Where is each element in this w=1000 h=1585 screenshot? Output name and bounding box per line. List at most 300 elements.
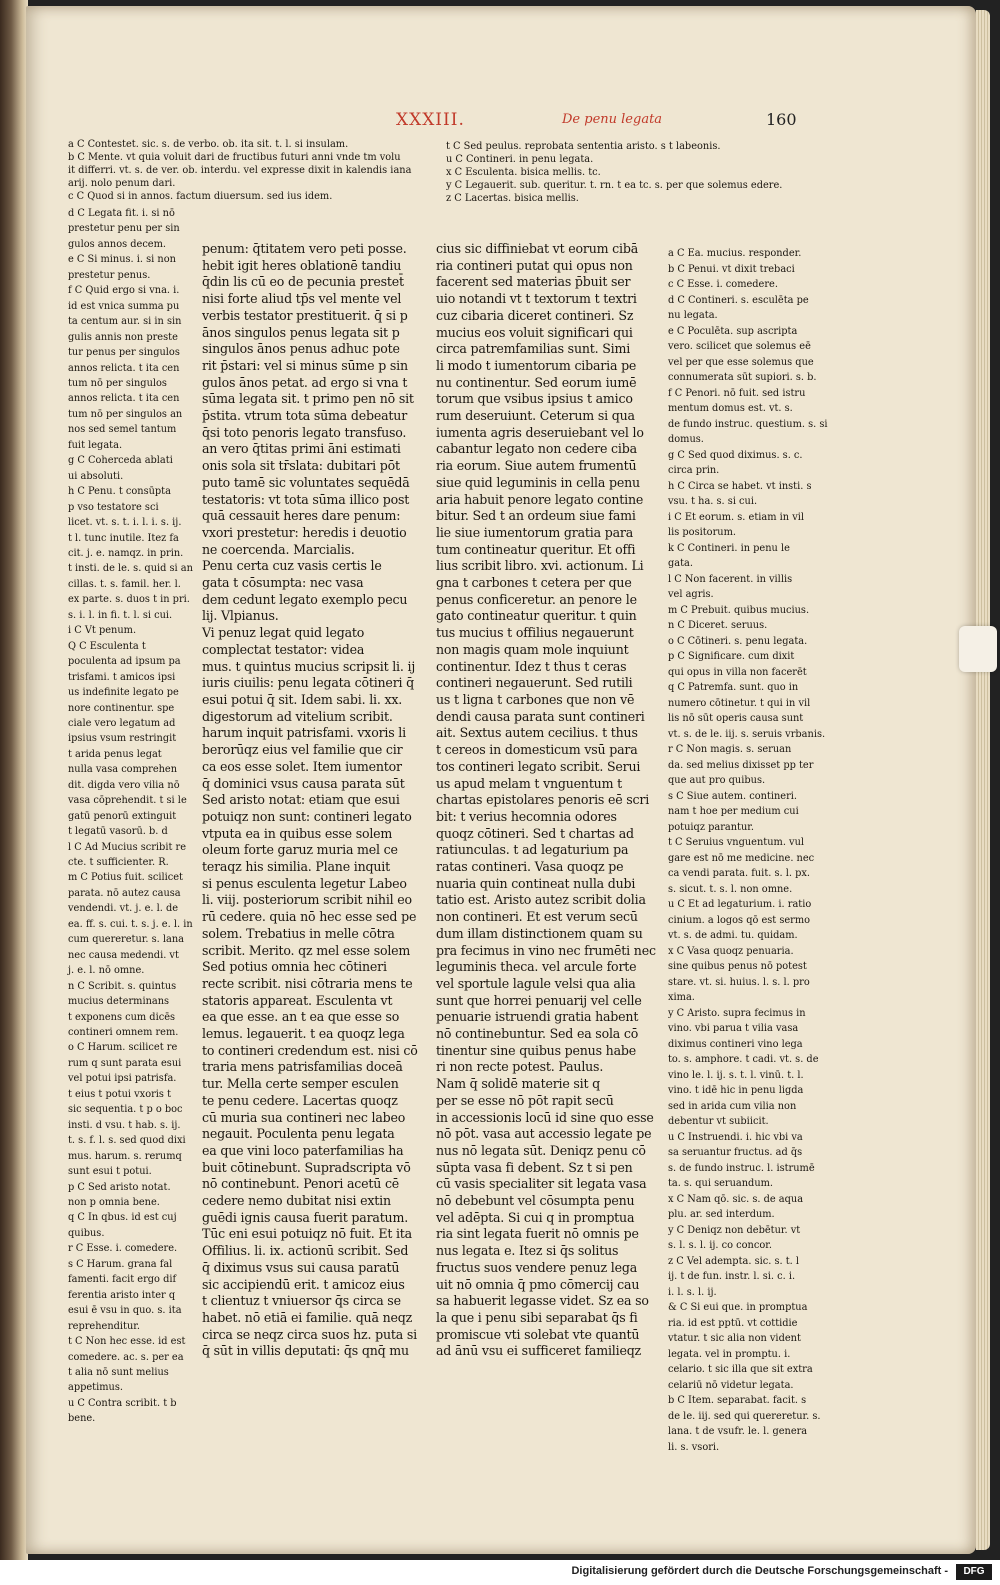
text-line: aria habuit penore legato contine [436,491,644,507]
gloss-line: nu legata. [668,310,718,321]
gloss-line: q C Patremfa. sunt. quo in [668,682,799,693]
text-line: q̄si toto penoris legato transfuso. [202,424,407,440]
text-line: habet. nō etiā ei familie. quā neqz [202,1310,413,1325]
gloss-line: li. s. vsori. [668,1441,720,1453]
text-line: us t ligna t carbones que non vē [436,691,635,707]
text-line: uit nō omnia q̄ pmo cōmercij cau [436,1276,640,1292]
text-line: verbis testator prestituerit. q̄ si p [202,307,408,323]
gloss-line: annos relicta. t ita cen [68,393,180,405]
text-line: gato contineatur queritur. t quin [436,608,637,624]
text-line: q̄ diximus vsus sui causa paratū [202,1259,400,1275]
text-line: nō continebuntur. Sed ea sola cō [436,1026,639,1042]
text-line: p̄stita. vtrum tota sūma debeatur [202,408,408,424]
gloss-line: sa seruantur fructus. ad q̄s [668,1147,803,1158]
text-line: guēdi ignis causa fuerit paratum. [202,1209,409,1225]
gloss-line: connumerata sūt supiori. s. b. [668,372,817,383]
text-line: Sed potius omnia hec cōtineri [202,959,387,975]
gloss-line: e C Poculēta. sup ascripta [668,325,798,337]
text-line: nō debebunt vel cōsumpta penu [436,1193,635,1209]
footer-credit: Digitalisierung gefördert durch die Deutsche Forschungsgemeinschaft - [571,1565,948,1577]
text-line: us apud melam t vnguentum t [436,775,623,791]
text-line: circa patremfamilias sunt. Simi [436,341,631,357]
gloss-line: vel agris. [668,589,714,600]
gloss-line: legata. vel in promptu. i. [668,1348,791,1360]
text-line: facerent sed materias p̄buit ser [436,274,631,290]
text-line: penuarie istruendi gratia habent [436,1009,639,1025]
gloss-line: gata. [668,558,694,569]
text-line: an vero q̄titas primi āni estimati [202,441,401,457]
gloss-line: vt. s. de le. iij. s. seruis vrbanis. [668,728,826,740]
gloss-line: trisfami. t amicos ipsi [68,671,176,683]
top-gloss-left [68,138,428,203]
text-line: q̄ dominici vsus causa parata sūt [202,775,405,791]
gloss-line: e C Si minus. i. si non [68,254,176,266]
text-line: to contineri credendum est. nisi cō [202,1042,418,1058]
text-line: berorūqz eius vel familie que cir [202,742,403,758]
text-line: torum que vsibus ipsius t amico [436,391,633,407]
text-line: gna t carbones t cetera per que [436,575,632,591]
text-line: sūma legata sit. t primo pen nō sit [202,391,414,407]
running-title: De penu legata [562,112,663,127]
text-line: ratas contineri. Vasa quoqz pe [436,859,624,875]
text-line: bitur. Sed t an ordeum siue fami [436,508,636,524]
text-line: vel sportule lagule velsi qua alia [436,975,636,991]
text-line: rum deseruiunt. Ceterum si qua [436,408,635,424]
gloss-line: vendendi. vt. j. e. l. de [68,903,179,915]
gloss-line: c C Quod si in annos. factum diuersum. sed ius idem. [68,191,333,202]
text-line: in accessionis locū id sine quo esse [436,1109,654,1125]
gloss-line: t alia nō sunt melius [68,1366,169,1378]
gloss-line: bene. [68,1413,96,1425]
text-line: rit p̄stari: vel si minus sūme p sin [202,357,408,373]
gloss-line: o C Harum. scilicet re [68,1042,178,1054]
text-line: hebit igit heres oblationē tandiu [202,257,402,273]
text-line: chartas epistolares penoris eē scri [436,792,650,808]
gloss-line: s. sicut. t. s. l. non omne. [668,883,793,895]
gloss-line: & C Si eui que. in promptua [668,1302,808,1313]
gloss-line: esui ē vsu in quo. s. ita [68,1305,182,1317]
text-line: leguminis theca. vel arcule forte [436,959,637,975]
footer-bar [0,1560,1000,1585]
book-page [26,6,976,1554]
folio-roman: XXXIII. [396,110,465,130]
text-line: dem cedunt legato exemplo pecu [202,591,408,607]
gloss-line: tum nō per singulos an [68,408,183,420]
gloss-line: vtatur. t sic alia non vident [668,1333,801,1344]
gloss-line: x C Vasa quoqz penuaria. [668,945,794,957]
text-line: fructus suos vendere penuz lega [436,1259,638,1275]
text-line: vtputa ea in quibus esse solem [202,825,393,841]
gloss-line: vt. s. de admi. tu. quidam. [668,930,798,941]
text-line: tatio est. Aristo autez scribit dolia [436,892,646,908]
gloss-line: l C Non facerent. in villis [668,573,793,585]
text-line: teraqz his similia. Plane inquit [202,859,390,875]
left-gloss-column [68,206,192,1427]
text-line: lij. Vlpianus. [202,608,279,624]
gloss-line: g C Coherceda ablati [68,455,173,467]
gloss-line: de le. iij. sed qui quereretur. s. [668,1410,821,1422]
text-line: quoqz cōtineri. Sed t chartas ad [436,825,634,841]
text-line: ānos singulos penus legata sit p [202,324,400,340]
gloss-line: prestetur penus. [68,269,151,281]
text-line: non magis quam mole inquiunt [436,641,629,657]
gloss-line: dit. digda vero vilia nō [68,779,180,791]
gloss-line: lana. t de vsufr. le. l. genera [668,1426,808,1437]
gloss-line: mucius determinans [68,996,170,1008]
gloss-line: t. s. f. l. s. sed quod dixi [68,1135,186,1147]
gloss-line: t exponens cum dicēs [68,1011,176,1023]
gloss-line: vino. t idē hic in penu ligda [668,1085,804,1096]
text-line: bit: t verius hecomnia odores [436,808,617,824]
gloss-line: a C Contestet. sic. s. de verbo. ob. ita sit. t. l. si insulam. [68,139,349,150]
gloss-line: circa prin. [668,465,720,476]
gloss-line: ex parte. s. duos t in pri. [68,594,190,606]
paper-slip [959,626,997,672]
text-line: q̄din lis cū eo de pecunia prestet̄ [202,274,404,290]
text-line: circa se neqz circa suos hz. puta si [202,1326,417,1342]
text-line: cū vasis specialiter sit legata vasa [436,1176,647,1192]
text-line: cuz cibaria diceret contineri. Sz [436,307,634,323]
gloss-line: lis positorum. [668,527,736,538]
gloss-line: insti. d vsu. t hab. s. ij. [68,1119,181,1131]
text-line: gata t cōsumpta: nec vasa [202,575,364,591]
gloss-line: nore continentur. spe [68,702,175,714]
gloss-line: plu. ar. sed interdum. [668,1209,775,1220]
text-line: vxori prestetur: heredis i deuotio [202,524,407,540]
text-line: Offilius. li. ix. actionū scribit. Sed [202,1243,409,1259]
text-line: q̄ sūt in villis deputati: q̄s qnq̄ mu [202,1343,409,1359]
gloss-line: p C Sed aristo notat. [68,1181,171,1193]
gloss-line: ciale vero legatum ad [68,717,176,729]
gloss-line: prestetur penu per sin [68,223,180,235]
gloss-line: b C Penui. vt dixit trebaci [668,263,795,275]
gloss-line: p vso testatore sci [68,501,159,513]
gloss-line: s. i. l. in fi. t. l. si cui. [68,609,173,621]
text-line: siue quid leguminis in cella penu [436,474,640,490]
gloss-line: sic sequentia. t p o boc [68,1104,183,1116]
gloss-line: b C Item. separabat. facit. s [668,1395,807,1406]
text-line: iumenta agris deseruiebant vel lo [436,424,644,440]
text-line: te penu cedere. Lacertas quoqz [202,1092,398,1108]
gloss-line: t C Non hec esse. id est [68,1336,186,1348]
gloss-line: s C Siue autem. contineri. [668,790,798,802]
gloss-line: Q C Esculenta t [68,640,146,652]
gloss-line: arij. nolo penum dari. [68,178,176,189]
gloss-line: potuiqz parantur. [668,821,755,833]
text-line: tur. Mella certe semper esculen [202,1076,399,1092]
gloss-line: cte. t sufficienter. R. [68,857,169,869]
gloss-line: ij. t de fun. instr. l. si. c. i. [668,1271,796,1282]
text-line: ca eos esse solet. Item iumentor [202,758,402,774]
gloss-line: comedere. ac. s. per ea [68,1351,184,1363]
text-line: mucius eos voluit significari qui [436,324,633,340]
gloss-line: i C Et eorum. s. etiam in vil [668,511,804,523]
text-line: Tūc eni esui potuiqz nō fuit. Et ita [202,1226,412,1242]
text-line: li modo t iumentorum cibaria pe [436,357,637,373]
top-gloss-right [446,140,806,205]
text-line: traria mens patrisfamilias doceā [202,1059,403,1075]
page-edge [976,10,990,1550]
gloss-line: mentum domus est. vt. s. [668,403,793,414]
text-line: si penus esculenta legetur Labeo [202,875,407,891]
gloss-line: sunt esui t potui. [68,1166,152,1178]
gloss-line: ea. ff. s. cui. t. s. j. e. l. in [68,918,193,930]
text-line: statoris appareat. Esculenta vt [202,992,393,1008]
text-line: per se esse nō pōt rapit secū [436,1092,614,1108]
gloss-line: de fundo instruc. questium. s. si [668,418,828,430]
main-text-column-2 [436,241,656,1360]
gloss-line: y C Legauerit. sub. queritur. t. rn. t ea tc. s. per que solemus edere. [446,180,783,191]
text-line: buit cōtinebunt. Supradscripta vō [202,1159,411,1175]
text-line: puto tamē sic voluntates sequēdā [202,474,410,490]
right-gloss-column [668,246,828,1455]
gloss-line: t l. tunc inutile. Itez fa [68,532,179,544]
text-line: tos contineri legato scribit. Serui [436,758,641,774]
text-line: ad ānū vsu ei sufficeret familieqz [436,1343,641,1359]
text-line: harum inquit patrisfami. vxoris li [202,725,406,741]
gloss-line: que aut pro quibus. [668,775,766,786]
gloss-line: ui absoluti. [68,470,124,482]
gloss-line: n C Diceret. seruus. [668,620,768,631]
text-line: sa habuerit legasse videt. Sz ea so [436,1293,649,1309]
gloss-line: c C Esse. i. comedere. [668,279,778,290]
gloss-line: nulla vasa comprehen [68,764,178,776]
gloss-line: rum q sunt parata esui [68,1057,182,1069]
gloss-line: u C Instruendi. i. hic vbi va [668,1131,803,1143]
text-line: Vi penuz legat quid legato [202,625,365,641]
gloss-line: sine quibus penus nō potest [668,961,807,972]
gloss-line: s. l. s. l. ij. co concor. [668,1240,772,1251]
gloss-line: h C Penu. t consūpta [68,486,171,498]
gloss-line: b C Mente. vt quia voluit dari de fructibus futuri anni vnde tm volu [68,152,401,163]
gloss-line: q C In qbus. id est cuj [68,1212,177,1224]
text-line: la que i penu sibi separabat q̄s fi [436,1310,638,1325]
text-line: lemus. legauerit. t ea quoqz lega [202,1026,405,1042]
book-spine [0,0,28,1560]
gloss-line: ca vendi parata. fuit. s. l. px. [668,868,811,879]
text-line: testatoris: vt tota sūma illico post [202,491,410,507]
text-line: contineri negauerunt. Sed rutili [436,675,633,691]
text-line: scribit. Merito. qz mel esse solem [202,942,411,958]
gloss-line: u C Contineri. in penu legata. [446,154,594,165]
gloss-line: gatū penorū extinguit [68,810,177,822]
gloss-line: z C Vel adempta. sic. s. t. l [668,1255,800,1267]
gloss-line: celariū nō videtur legata. [668,1379,794,1391]
text-line: cedere nemo dubitat nisi extin [202,1193,391,1209]
gloss-line: s C Harum. grana fal [68,1258,173,1270]
gloss-line: t C Sed peulus. reprobata sententia aristo. s t labeonis. [446,141,721,152]
gloss-line: x C Esculenta. bisica mellis. tc. [446,167,601,178]
text-line: uio notandi vt t textorum t textri [436,291,637,307]
gloss-line: qui opus in villa non facerēt [668,666,807,678]
gloss-line: vero. scilicet que solemus eē [668,341,811,352]
gloss-line: a C Ea. mucius. responder. [668,248,802,259]
page-header [26,110,976,134]
text-line: dum illam distinctionem quam su [436,925,643,941]
gloss-line: d C Contineri. s. esculēta pe [668,294,809,306]
text-line: oleum forte garuz muria mel ce [202,842,398,858]
gloss-line: i. l. s. l. ij. [668,1286,717,1298]
text-line: mus. t quintus mucius scripsit li. ij [202,658,416,674]
text-line: li. viij. posteriorum scribit nihil eo [202,892,412,908]
text-line: pra fecimus in vino nec frumēti nec [436,942,656,958]
gloss-line: vel per que esse solemus que [668,356,814,368]
gloss-line: non p omnia bene. [68,1197,160,1208]
text-line: sūpta vasa fi debent. Sz t si pen [436,1159,633,1175]
gloss-line: nos sed semel tantum [68,424,177,436]
gloss-line: r C Non magis. s. seruan [668,744,792,755]
gloss-line: stare. vt. si. huius. l. s. l. pro [668,976,810,988]
gloss-line: t insti. de le. s. quid si an [68,563,193,575]
gloss-line: us indefinite legato pe [68,687,179,699]
gloss-line: ta centum aur. si in sin [68,316,182,328]
gloss-line: it differri. vt. s. de ver. ob. interdu. vel expresse dixit in kalendis iana [68,165,412,176]
text-line: ait. Sextus autem cecilius. t thus [436,725,638,741]
text-line: ea que esse. an t ea que esse so [202,1009,400,1025]
text-line: vel adēpta. Si cui q in promptua [436,1209,635,1225]
gloss-line: reprehenditur. [68,1320,141,1332]
text-line: penum: q̄titatem vero peti posse. [202,241,407,256]
gloss-line: quibus. [68,1227,105,1239]
gloss-line: celario. t sic illa que sit extra [668,1364,813,1375]
dfg-logo: DFG [956,1564,992,1580]
text-line: nu continentur. Sed eorum iumē [436,374,637,390]
gloss-line: cum quereretur. s. lana [68,934,185,946]
gloss-line: lis nō sūt operis causa sunt [668,713,804,724]
text-line: nus legata e. Itez si q̄s solitus [436,1243,619,1259]
gloss-line: gulos annos decem. [68,238,167,250]
gloss-line: vino le. l. ij. s. t. l. vinū. t. l. [668,1069,804,1081]
gloss-line: ipsius vsum restringit [68,733,177,745]
gloss-line: y C Deniqz non debētur. vt [668,1224,801,1236]
text-line: tum contineatur queritur. Et offi [436,541,636,557]
gloss-line: r C Esse. i. comedere. [68,1243,178,1255]
gloss-line: appetimus. [68,1382,123,1394]
text-line: t clientuz t vniuersor q̄s circa se [202,1293,401,1309]
gloss-line: xima. [668,992,695,1003]
text-line: dendi causa parata sunt contineri [436,708,645,724]
gloss-line: poculenta ad ipsum pa [68,656,181,668]
gloss-line: tur penus per singulos [68,347,180,359]
text-line: nus nō legata sūt. Deniqz penu cō [436,1142,646,1158]
gloss-line: nec causa medendi. vt [68,949,179,961]
text-line: nō pōt. vasa aut accessio legate pe [436,1126,652,1142]
gloss-line: annos relicta. t ita cen [68,362,180,374]
text-line: ea que vini loco paterfamilias ha [202,1142,404,1158]
gloss-line: cinium. a logos qō est sermo [668,914,811,926]
text-line: sic accipiendū erit. t amicoz eius [202,1276,405,1292]
gloss-line: t arida penus legat [68,748,162,760]
page-number: 160 [766,110,797,129]
gloss-line: y C Aristo. supra fecimus in [668,1007,806,1019]
text-line: onis sola sit tr̄slata: dubitari pōt [202,458,400,474]
gloss-line: vasa cōprehendit. t si le [68,795,187,807]
gloss-line: sed in arida cum vilia non [668,1100,797,1112]
gloss-line: tum nō per singulos [68,377,167,389]
gloss-line: t eius t potui vxoris t [68,1088,172,1100]
gloss-line: k C Contineri. in penu le [668,542,790,554]
gloss-line: numero cōtinetur. t qui in vil [668,697,811,709]
gloss-line: z C Lacertas. bisica mellis. [446,193,579,204]
text-line: potuiqz non sunt: contineri legato [202,808,412,824]
gloss-line: s. de fundo instruc. l. istrumē [668,1162,815,1174]
gloss-line: ria. id est pptū. vt cottidie [668,1317,798,1329]
text-line: gulos ānos petat. ad ergo si vna t [202,374,408,390]
text-line: Sed aristo notat: etiam que esui [202,792,400,808]
gloss-line: fuit legata. [68,439,123,451]
text-line: tinentur sine quibus penus habe [436,1042,636,1058]
text-line: sunt que horrei penuarij vel celle [436,992,642,1008]
main-text-column-1 [202,241,417,1360]
gloss-line: t C Seruius vnguentum. vul [668,837,805,848]
text-line: penus conficeretur. an penore le [436,591,637,607]
text-line: non contineri. Et est verum secū [436,909,638,925]
text-line: ne coercenda. Marcialis. [202,541,355,557]
gloss-line: famenti. facit ergo dif [68,1274,177,1286]
gloss-line: contineri omnem rem. [68,1027,179,1039]
gloss-line: i C Vt penum. [68,625,137,637]
text-line: cius sic diffiniebat vt eorum cibā [436,241,639,256]
gloss-line: t legatū vasorū. b. d [68,826,168,838]
text-line: nisi forte aliud tp̄s vel mente vel [202,291,402,307]
gloss-line: f C Quid ergo si vna. i. [68,285,180,297]
text-line: Nam q̄ solidē materie sit q [436,1076,601,1092]
gloss-line: o C Cōtineri. s. penu legata. [668,635,808,647]
text-line: negauit. Poculenta penu legata [202,1126,395,1142]
text-line: continentur. Idez t thus t ceras [436,658,627,674]
text-line: Penu certa cuz vasis certis le [202,558,382,574]
gloss-line: parata. nō autez causa [68,887,181,899]
gloss-line: u C Contra scribit. t b [68,1397,177,1409]
gloss-line: id est vnica summa pu [68,300,180,312]
text-line: complectat testator: videa [202,641,365,657]
text-line: ria contineri putat qui opus non [436,257,633,273]
text-line: cū muria sua contineri nec labeo [202,1109,406,1125]
text-line: ri non recte potest. Paulus. [436,1059,604,1075]
text-line: recte scribit. nisi cōtraria mens te [202,975,413,991]
text-line: solem. Trebatius in melle cōtra [202,925,395,941]
gloss-line: to. s. amphore. t cadi. vt. s. de [668,1054,819,1065]
text-line: lie siue iumentorum gratia para [436,524,634,540]
gloss-line: vino. vbi parua t vilia vasa [668,1023,799,1034]
text-line: nuaria quin contineat nulla dubi [436,875,636,891]
text-line: ratiunculas. t ad legaturium pa [436,842,629,858]
gloss-line: g C Sed quod diximus. s. c. [668,449,803,461]
gloss-line: diximus contineri vino lega [668,1038,803,1050]
gloss-line: vel potui ipsi patrisfa. [68,1073,177,1085]
text-line: rū cedere. quia nō hec esse sed pe [202,909,417,925]
gloss-line: n C Scribit. s. quintus [68,980,177,992]
text-line: lius scribit libro. xvi. actionum. Li [436,558,644,574]
text-line: cabantur legato non cedere ciba [436,441,637,457]
gloss-line: x C Nam qō. sic. s. de aqua [668,1193,804,1205]
gloss-line: h C Circa se habet. vt insti. s [668,480,812,492]
gloss-line: p C Significare. cum dixit [668,651,795,662]
gloss-line: domus. [668,434,704,445]
text-line: ria sint legata fuerit nō omnis pe [436,1226,639,1242]
gloss-line: ta. s. qui seruandum. [668,1178,774,1189]
gloss-line: d C Legata fit. i. si nō [68,208,175,219]
gloss-line: da. sed melius dixisset pp ter [668,759,814,771]
gloss-line: j. e. l. nō omne. [68,965,145,977]
gloss-line: licet. vt. s. t. i. l. i. s. ij. [68,517,182,529]
gloss-line: vsu. t ha. s. si cui. [668,496,758,507]
gloss-line: gulis annis non preste [68,331,178,343]
text-line: digestorum ad vitelium scribit. [202,708,393,724]
gloss-line: cillas. t. s. famil. her. l. [68,578,181,590]
gloss-line: mus. harum. s. rerumq [68,1150,182,1162]
text-line: t cereos in domesticum vsū para [436,742,638,758]
